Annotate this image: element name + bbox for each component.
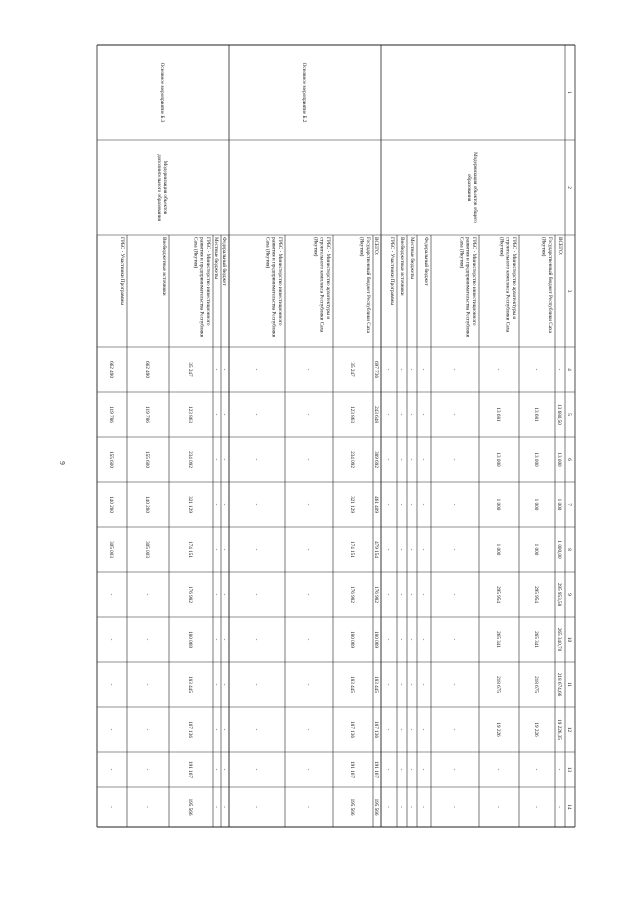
- budget-value: -: [450, 768, 457, 771]
- budget-value: -: [419, 368, 426, 371]
- budget-value: -: [450, 593, 457, 596]
- budget-value: -: [220, 728, 227, 731]
- budget-value: 218 675: [494, 676, 501, 693]
- budget-value: -: [304, 548, 311, 551]
- budget-value: -: [397, 768, 404, 771]
- column-header: 5: [565, 413, 572, 416]
- budget-value: -: [212, 728, 219, 731]
- column-header: 4: [565, 368, 572, 371]
- budget-value: 35 247: [186, 362, 193, 377]
- funding-source: ГРБС - Министерство инвестиционногоразвития и предпринимательства РеспубликиСаха (Якутия): [192, 237, 211, 338]
- budget-value: -: [252, 728, 259, 731]
- budget-value: -: [397, 593, 404, 596]
- budget-value: 295 954: [494, 586, 501, 603]
- budget-value: -: [450, 413, 457, 416]
- budget-value: -: [212, 638, 219, 641]
- budget-value: -: [450, 368, 457, 371]
- budget-value: -: [384, 368, 391, 371]
- budget-value: -: [450, 503, 457, 506]
- budget-value: 305 003: [107, 541, 114, 558]
- budget-value: 697 736: [372, 361, 379, 378]
- budget-value: 176 982: [348, 586, 355, 603]
- budget-value: 218 674,66: [555, 672, 562, 697]
- budget-value: -: [555, 768, 562, 771]
- budget-value: -: [407, 368, 414, 371]
- budget-value: -: [212, 503, 219, 506]
- budget-value: -: [212, 548, 219, 551]
- budget-value: 187 136: [372, 721, 379, 738]
- funding-source: Внебюджетные источники: [398, 237, 405, 296]
- budget-value: -: [143, 806, 150, 808]
- budget-value: 389 692: [372, 451, 379, 468]
- budget-value: -: [419, 548, 426, 551]
- budget-value: -: [143, 728, 150, 731]
- budget-value: 191 167: [186, 761, 193, 778]
- budget-value: 174 151: [186, 541, 193, 558]
- budget-value: 234 092: [186, 451, 193, 468]
- budget-value: -: [143, 638, 150, 641]
- budget-value: -: [407, 413, 414, 416]
- budget-value: 13 680,50: [555, 404, 562, 425]
- budget-value: -: [397, 638, 404, 641]
- column-header: 11: [565, 682, 572, 687]
- budget-value: -: [212, 768, 219, 771]
- budget-value: -: [397, 413, 404, 416]
- budget-value: -: [304, 413, 311, 416]
- budget-value: 1 000,00: [555, 540, 562, 559]
- budget-value: -: [450, 548, 457, 551]
- funding-source: ГРБС - Участники Программы: [118, 237, 125, 305]
- budget-value: 662 490: [107, 361, 114, 378]
- funding-source: Местные бюджеты: [408, 237, 415, 279]
- budget-value: 1 000: [532, 543, 539, 556]
- budget-value: -: [143, 768, 150, 771]
- funding-source: Внебюджетные источники: [160, 237, 167, 296]
- budget-value: -: [220, 768, 227, 771]
- activity-name: Модернизация объектов общегообразования: [465, 152, 478, 223]
- activity-code: Основное мероприятие Б.3: [158, 62, 165, 123]
- budget-value: -: [304, 593, 311, 596]
- budget-value: -: [450, 728, 457, 731]
- budget-value: -: [397, 368, 404, 371]
- budget-value: 13 681: [494, 407, 501, 422]
- budget-value: 195 566: [372, 798, 379, 816]
- budget-value: 265 341: [494, 631, 501, 648]
- budget-value: -: [384, 548, 391, 551]
- budget-value: 180 069: [372, 631, 379, 648]
- column-header: 2: [565, 186, 572, 189]
- budget-value: -: [212, 683, 219, 686]
- budget-value: 195 566: [348, 798, 355, 816]
- budget-value: -: [494, 768, 501, 771]
- budget-value: -: [304, 458, 311, 461]
- budget-value: -: [212, 368, 219, 371]
- budget-value: -: [220, 458, 227, 461]
- budget-value: -: [107, 806, 114, 808]
- budget-value: -: [384, 768, 391, 771]
- funding-source: ГРБС - Министерство архитектуры истроительного комплекса Республики Саха(Якутия): [312, 237, 331, 333]
- budget-value: 1 000: [494, 543, 501, 556]
- budget-value: 19 226,35: [555, 719, 562, 740]
- budget-value: 13 681: [532, 407, 539, 422]
- budget-value: 176 982: [186, 586, 193, 603]
- budget-value: -: [220, 593, 227, 596]
- budget-value: -: [220, 548, 227, 551]
- budget-value: -: [384, 503, 391, 506]
- budget-value: 234 092: [348, 451, 355, 468]
- budget-value: 180 069: [186, 631, 193, 648]
- budget-value: 123 863: [186, 406, 193, 423]
- budget-value: -: [304, 768, 311, 771]
- budget-value: 195 566: [186, 798, 193, 816]
- budget-value: 265 340,70: [555, 627, 562, 652]
- budget-value: -: [384, 638, 391, 641]
- budget-value: -: [252, 368, 259, 371]
- column-header: 8: [565, 548, 572, 551]
- budget-value: 321 129: [348, 496, 355, 513]
- activity-name: Модернизация объектовдополнительного образования: [155, 154, 168, 221]
- budget-value: 265 341: [532, 631, 539, 648]
- budget-value: -: [407, 768, 414, 771]
- budget-value: -: [212, 593, 219, 596]
- budget-value: 191 167: [372, 761, 379, 778]
- budget-value: -: [220, 638, 227, 641]
- budget-value: -: [143, 683, 150, 686]
- budget-value: -: [384, 593, 391, 596]
- activity-code: Основное мероприятие Б.2: [300, 62, 307, 123]
- budget-value: -: [450, 806, 457, 808]
- column-header: 10: [565, 636, 572, 643]
- budget-value: -: [450, 458, 457, 461]
- budget-value: -: [407, 806, 414, 808]
- budget-value: 155 600: [143, 451, 150, 468]
- budget-value: 35 247: [348, 362, 355, 377]
- budget-value: 119 786: [143, 406, 150, 423]
- funding-source: ГРБС - Участники Программы: [388, 237, 395, 305]
- budget-value: 123 863: [348, 406, 355, 423]
- budget-value: 1 000: [532, 498, 539, 511]
- column-header: 13: [565, 766, 572, 773]
- budget-value: 321 129: [186, 496, 193, 513]
- budget-value: 295 953,58: [555, 582, 562, 607]
- budget-value: -: [407, 638, 414, 641]
- budget-value: 305 003: [143, 541, 150, 558]
- budget-value: -: [555, 368, 562, 371]
- budget-value: -: [407, 683, 414, 686]
- budget-value: -: [304, 638, 311, 641]
- budget-value: -: [397, 806, 404, 808]
- budget-value: -: [419, 458, 426, 461]
- budget-value: -: [407, 503, 414, 506]
- budget-value: -: [212, 413, 219, 416]
- budget-value: -: [384, 458, 391, 461]
- budget-value: -: [212, 806, 219, 808]
- budget-value: -: [494, 806, 501, 808]
- budget-value: -: [304, 368, 311, 371]
- budget-value: -: [220, 806, 227, 808]
- budget-value: -: [252, 548, 259, 551]
- budget-value: -: [252, 413, 259, 416]
- budget-value: -: [220, 413, 227, 416]
- budget-value: -: [419, 503, 426, 506]
- budget-value: 295 954: [532, 586, 539, 603]
- budget-value: -: [384, 683, 391, 686]
- budget-value: -: [532, 806, 539, 808]
- budget-value: -: [304, 683, 311, 686]
- budget-value: -: [532, 768, 539, 771]
- budget-value: 183 445: [372, 676, 379, 693]
- budget-value: -: [304, 728, 311, 731]
- budget-value: -: [407, 728, 414, 731]
- budget-value: -: [407, 548, 414, 551]
- budget-value: -: [397, 458, 404, 461]
- budget-value: 1 000: [555, 498, 562, 511]
- budget-value: -: [252, 683, 259, 686]
- budget-value: -: [252, 768, 259, 771]
- column-header: 14: [565, 804, 572, 810]
- funding-source: ВСЕГО:: [372, 237, 379, 256]
- budget-value: 140 280: [143, 496, 150, 513]
- budget-value: -: [384, 728, 391, 731]
- funding-source: Государственный бюджет Республики Саха(Якутия): [358, 237, 371, 333]
- budget-value: -: [419, 683, 426, 686]
- budget-value: 191 167: [348, 761, 355, 778]
- budget-value: -: [220, 368, 227, 371]
- budget-value: -: [397, 548, 404, 551]
- column-header: 3: [565, 289, 572, 293]
- funding-source: Местные бюджеты: [212, 237, 219, 279]
- budget-value: -: [252, 638, 259, 641]
- budget-value: -: [419, 638, 426, 641]
- budget-value: -: [450, 683, 457, 686]
- budget-value: 13 000: [555, 452, 562, 467]
- budget-value: -: [252, 593, 259, 596]
- budget-value: -: [107, 768, 114, 771]
- budget-value: 243 648: [372, 406, 379, 423]
- funding-source: ВСЕГО:: [556, 237, 563, 256]
- budget-value: -: [407, 458, 414, 461]
- budget-value: 187 136: [186, 721, 193, 738]
- budget-value: -: [555, 806, 562, 808]
- budget-value: -: [384, 413, 391, 416]
- column-header: 9: [565, 593, 572, 596]
- budget-value: -: [107, 728, 114, 731]
- rotated-table: [97, 45, 575, 827]
- budget-value: -: [397, 728, 404, 731]
- budget-value: 183 445: [348, 676, 355, 693]
- funding-source: ГРБС - Министерство архитектуры истроительного комплекса Республики Саха(Якутия): [498, 237, 517, 333]
- budget-value: -: [419, 728, 426, 731]
- column-header: 1: [565, 91, 572, 94]
- budget-value: -: [384, 806, 391, 808]
- budget-value: 174 151: [348, 541, 355, 558]
- budget-value: -: [419, 806, 426, 808]
- budget-value: -: [252, 503, 259, 506]
- budget-value: 1 000: [494, 498, 501, 511]
- budget-value: -: [252, 458, 259, 461]
- budget-value: -: [107, 593, 114, 596]
- budget-value: 180 069: [348, 631, 355, 648]
- budget-value: -: [304, 503, 311, 506]
- column-header: 6: [565, 458, 572, 461]
- funding-source: Федеральный бюджет: [220, 237, 227, 286]
- budget-value: -: [107, 638, 114, 641]
- budget-value: 13 000: [494, 452, 501, 467]
- budget-value: -: [252, 806, 259, 808]
- funding-source: Федеральный бюджет: [422, 237, 429, 286]
- budget-value: -: [494, 368, 501, 371]
- budget-value: 479 154: [372, 541, 379, 558]
- budget-value: 140 280: [107, 496, 114, 513]
- page-number: 9: [57, 461, 66, 465]
- budget-value: 155 600: [107, 451, 114, 468]
- budget-value: -: [220, 503, 227, 506]
- budget-value: -: [220, 683, 227, 686]
- column-header: 12: [565, 726, 572, 733]
- column-header: 7: [565, 503, 572, 506]
- budget-value: -: [407, 593, 414, 596]
- funding-source: ГРБС - Министерство инвестиционногоразвития и предпринимательства РеспубликиСаха (Якутия): [458, 237, 477, 338]
- budget-value: -: [532, 368, 539, 371]
- budget-value: 13 000: [532, 452, 539, 467]
- budget-value: 19 226: [494, 722, 501, 737]
- budget-value: 19 226: [532, 722, 539, 737]
- funding-source: ГРБС - Министерство инвестиционногоразвития и предпринимательства РеспубликиСаха (Якутия): [264, 237, 283, 338]
- budget-value: 662 490: [143, 361, 150, 378]
- budget-value: 218 675: [532, 676, 539, 693]
- budget-value: -: [397, 683, 404, 686]
- budget-value: -: [419, 768, 426, 771]
- budget-value: -: [419, 413, 426, 416]
- budget-value: -: [397, 503, 404, 506]
- budget-value: 461 409: [372, 496, 379, 513]
- budget-value: -: [143, 593, 150, 596]
- budget-value: -: [450, 638, 457, 641]
- budget-value: -: [304, 806, 311, 808]
- budget-value: -: [212, 458, 219, 461]
- budget-value: 119 786: [107, 406, 114, 423]
- funding-source: Государственный бюджет Республики Саха(Якутия): [540, 237, 553, 333]
- budget-value: 187 136: [348, 721, 355, 738]
- budget-value: -: [107, 683, 114, 686]
- budget-value: -: [419, 593, 426, 596]
- budget-value: 176 982: [372, 586, 379, 603]
- budget-value: 183 445: [186, 676, 193, 693]
